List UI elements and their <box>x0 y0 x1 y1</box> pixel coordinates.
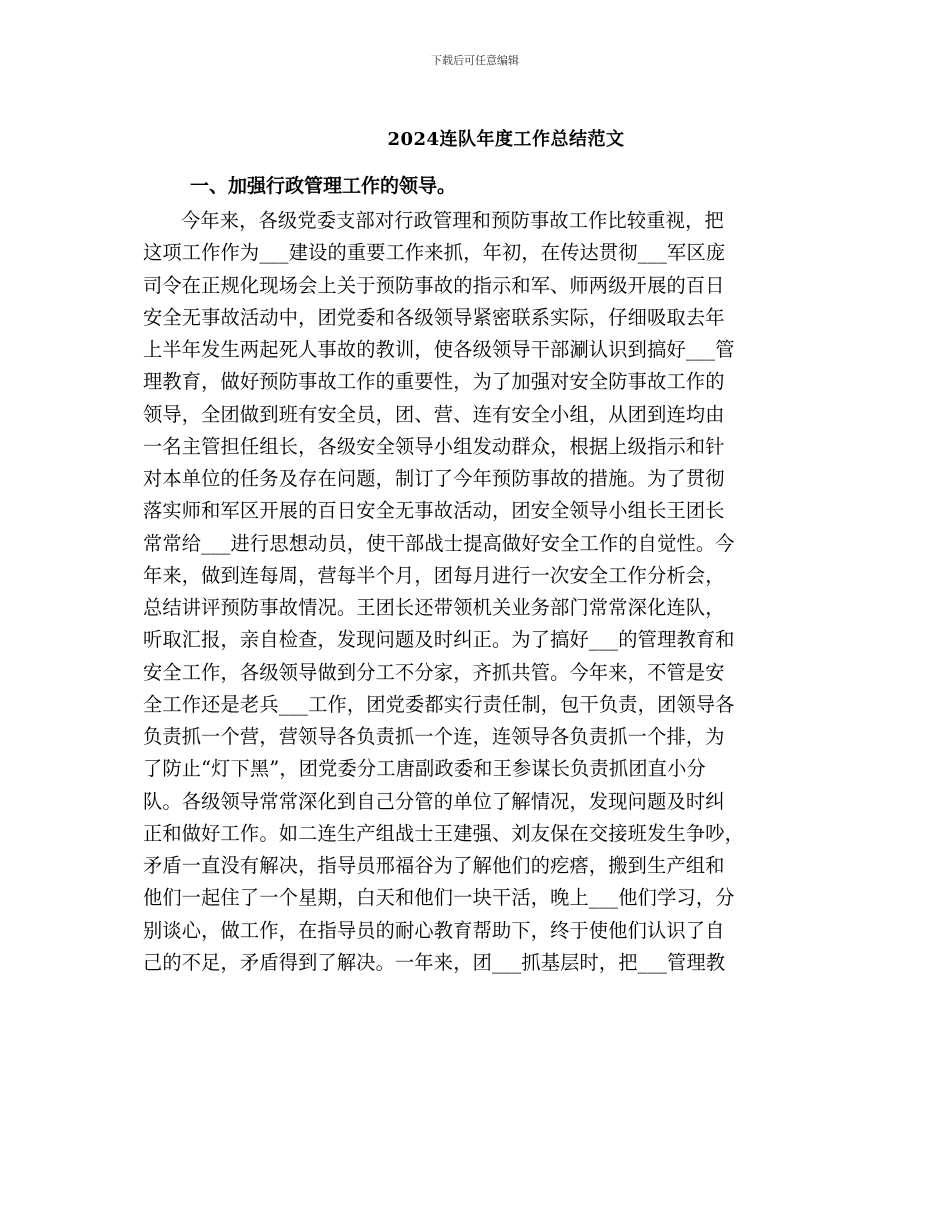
body-line: 领导，全团做到班有安全员，团、营、连有安全小组，从团到连均由 <box>143 402 725 426</box>
body-line: 安全工作，各级领导做到分工不分家，齐抓共管。今年来，不管是安 <box>143 660 725 684</box>
body-line: 了防止“灯下黑”，团党委分工唐副政委和王参谋长负责抓团直小分 <box>143 757 706 781</box>
body-line: 常常给___进行思想动员，使干部战士提高做好安全工作的自觉性。今 <box>143 531 735 555</box>
body-line: 理教育，做好预防事故工作的重要性，为了加强对安全防事故工作的 <box>143 370 725 394</box>
body-line: 他们一起住了一个星期，白天和他们一块干活，晚上___他们学习，分 <box>143 886 735 910</box>
body-line: 总结讲评预防事故情况。王团长还带领机关业务部门常常深化连队， <box>143 596 725 619</box>
body-line: 司令在正规化现场会上关于预防事故的指示和军、师两级开展的百日 <box>143 273 725 297</box>
body-line: 一名主管担任组长，各级安全领导小组发动群众，根据上级指示和针 <box>143 434 725 458</box>
body-line: 年来，做到连每周，营每半个月，团每月进行一次安全工作分析会， <box>143 563 725 587</box>
document-title: 2024连队年度工作总结范文 <box>387 129 625 150</box>
body-line: 别谈心，做工作，在指导员的耐心教育帮助下，终于使他们认识了自 <box>143 918 725 942</box>
body-line: 这项工作作为___建设的重要工作来抓，年初，在传达贯彻___军区庞 <box>143 241 726 265</box>
body-line: 对本单位的任务及存在问题，制订了今年预防事故的措施。为了贯彻 <box>143 467 725 490</box>
body-line: 正和做好工作。如二连生产组战士王建强、刘友保在交接班发生争吵， <box>143 821 745 845</box>
body-line: 安全无事故活动中，团党委和各级领导紧密联系实际，仔细吸取去年 <box>143 305 725 329</box>
page-header-note: 下载后可任意编辑 <box>431 54 519 67</box>
body-paragraph <box>143 205 823 979</box>
body-line: 听取汇报，亲自检查，发现问题及时纠正。为了搞好___的管理教育和 <box>143 628 735 652</box>
body-line: 今年来，各级党委支部对行政管理和预防事故工作比较重视，把 <box>181 209 724 232</box>
body-line: 负责抓一个营，营领导各负责抓一个连，连领导各负责抓一个排，为 <box>143 725 725 748</box>
body-line: 队。各级领导常常深化到自己分管的单位了解情况，发现问题及时纠 <box>143 789 725 813</box>
body-line: 矛盾一直没有解决，指导员邢福谷为了解他们的疙瘩，搬到生产组和 <box>143 854 725 877</box>
body-line: 落实师和军区开展的百日安全无事故活动，团安全领导小组长王团长 <box>143 499 725 523</box>
body-line: 全工作还是老兵___工作，团党委都实行责任制，包干负责，团领导各 <box>143 692 735 716</box>
section-heading: 一、加强行政管理工作的领导。 <box>190 175 457 197</box>
body-line: 己的不足，矛盾得到了解决。一年来，团___抓基层时，把___管理教 <box>143 950 726 974</box>
body-line: 上半年发生两起死人事故的教训，使各级领导干部涮认识到搞好___管 <box>143 338 735 361</box>
